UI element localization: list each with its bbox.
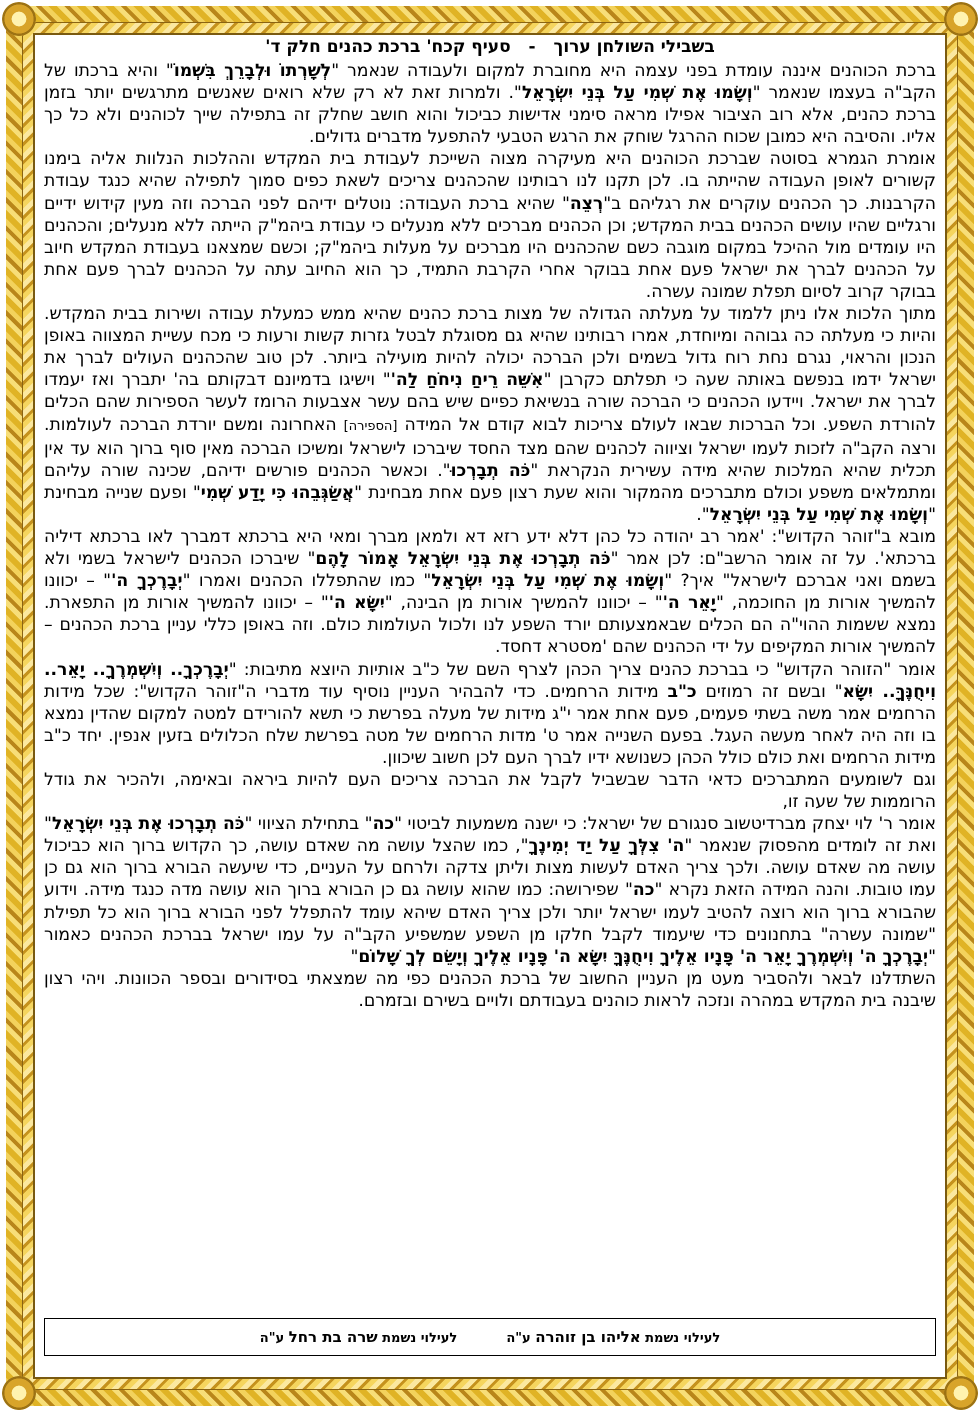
paragraph-text: אומרת הגמרא בסוטה שברכת הכוהנים היא מעיקרה מצוה השייכת לעבודת בית המקדש וההלכות הנלוות אליה בימנו קשורים לאופן העבודה שהייתה בו. לכן תקנו לנו רבותינו שהכהנים צריכים לשאת כפים סמוך לתפילה שהיא כנגד עבודת הקרבנות. כך הכהנים עוקרים את רגליהם ב" [44, 149, 936, 214]
paragraph-text: " שהיא ברכת העבודה: נוטלים ידיהם לפני הברכה וזה מעין קידוש ידיים ורגליים שהיו עושים הכהנים בבית המקדש; וכן הכהנים מברכים ללא מנעלים כי עבודת ביהמ"ק הייתה ללא מנעלים; והכהנים היו עומדים מול ההיכל במקום מוגבה כשם שהכהנים היו מברכים על מעלות ביהמ"ק; וכשם שמצאנו בעבודת המקדש חיוב על הכהנים לברך את ישראל פעם אחת בבוקר אחרי הקרבת התמיד, כך הוא החיוב עתה על הכהנים לברך פעם אחת בבוקר קרוב לסיום תפלת שמונה עשרה. [44, 193, 936, 302]
paragraph-text: " שיברכו הכהנים לישראל בשמי ולא בשמם ואני אברכם לישראל" איך? " [44, 549, 937, 592]
paragraph [44, 813, 936, 968]
dedication-name: שרה בת רחל [288, 1328, 378, 1346]
paragraph-text: השתדלנו לבאר ולהסביר מעט מן העניין החשוב של ברכת הכהנים כפי מה שמצאתי בסידורים ובספר הכוונות. ויהי רצון שיבנה בית המקדש במהרה ונזכה לראות כוהנים בעבודתם ולויים בשירם ובזמרם. [44, 968, 936, 1011]
quote-emphasis: כֹּה תְבָרְכוּ אֶת בְּנֵי יִשְׂרָאֵל אָמוֹר לָהֶם [315, 549, 611, 570]
quote-emphasis: כה [372, 814, 395, 835]
quote-emphasis: לְשָׁרְתוֹ וּלְבָרֵךְ בִּשְׁמוֹ [173, 61, 332, 81]
header-separator: - [528, 37, 536, 57]
paragraph [44, 148, 936, 303]
paragraph-text: " – יכוונו להמשיך אורות מן הבינה, " [384, 593, 663, 614]
corner-ornament-icon [944, 2, 978, 36]
quote-emphasis: וְשָׂמוּ אֶת שְׁמִי עַל בְּנֵי יִשְׂרָאֵל [709, 504, 929, 525]
dedication-right [502, 1328, 721, 1346]
quote-emphasis: אֲשַׂגְּבֵהוּ כִּי יָדַע שְׁמִי [200, 482, 355, 503]
dedication-suffix: ע"ה [259, 1331, 285, 1346]
quote-emphasis: כֹּה תְבָרְכוּ [450, 460, 531, 481]
paragraph-text: וגם לשומעים המתברכים כדאי הדבר שבשביל לקבל את הברכה צריכים העם להיות ביראה ובאימה, ולהכיר את גודל הרוממות של שעה זו, [44, 770, 936, 813]
quote-emphasis: יְבָרֶכְךָ.. וְיִשְׁמְרֶךָ.. יָאֵר.. וִיחֻנֶּךָּ.. יִשָּׂא [44, 659, 936, 702]
paragraph-text: ". וכאשר הכהנים פורשים ידיהם, שכינה שורה עליהם ומתמלאים משפע וכולם מתברכים מהמקור והוא שעת רצון פעם אחת מבחינת " [44, 460, 936, 503]
quote-emphasis: יְבָרֶכְךָ ה' [111, 571, 183, 592]
paragraph-text: " שפירושה: כמו שהוא עושה גם כן הבורא ברוך הוא עושה מדה כנגד מידה. וידוע שהבורא ברוך הוא רוצה להטיב לעמו ישראל יותר ולכן צריך האדם שיהא עומד להתפלל לפני הבורא ברוך הוא כל תפילת "שמונה עשרה" בתחנונים כדי שיעמוד לקבל חלקו מן השפע שמשפיע הקב"ה על עמו ישראל בברכת הכהנים כאמור " [44, 880, 936, 967]
paragraph-text: [הספירה] [343, 418, 398, 434]
quote-emphasis: וְשָׂמוּ אֶת שְׁמִי עַל בְּנֵי יִשְׂרָאֵל [431, 571, 665, 592]
paragraph [44, 303, 936, 526]
dedication-left [259, 1328, 458, 1346]
paragraph [44, 659, 936, 769]
paragraph-text: " – יכוונו להמשיך אורות מן התפארת. נמצא ששמות ההוי"ה הם הכלים שבאמצעותם יורד השפע לנו ולכול העולמות כולם. וזה באופן כללי עניין ברכת הכהנים – להמשיך אורות המקיפים על ידי הכהנים שהם 'מסטרא דחסד. [44, 593, 936, 658]
quote-emphasis: כֹּה תְבָרְכוּ אֶת בְּנֵי יִשְׂרָאֵל [51, 814, 245, 835]
paragraph-text: ". [696, 504, 710, 525]
corner-ornament-icon [2, 2, 36, 36]
paragraph-text: " ופעם שנייה מבחינת " [44, 482, 936, 525]
dedication-prefix: לעילוי נשמת [645, 1331, 721, 1346]
quote-emphasis: יִשָּׂא ה' [328, 593, 385, 614]
quote-emphasis: כ"ב [667, 681, 697, 702]
paragraph-text: " ובשם זה רמוזים [696, 681, 843, 702]
paragraph-text: מובא ב"זוהר הקדוש": 'אמר רב יהודה כל כהן דלא ידע רזא דא ולמאן מברך ומאי היא ברכתא דמברך לאו ברכתא דיליה ברכתא'. על זה אומר הרשב"ם: לכן אמר " [44, 526, 936, 570]
paragraph-text: " כמו שהתפללו הכהנים ואמרו " [182, 571, 432, 592]
paragraph-text: " וישיגו בדמיונם דבקותם בה' יתברך ואז יעמדו לברך את ישראל. ויידעו הכהנים כי הברכה שורה בנשיאת כפיים שיש בהם עשר אצבעות הרומז לעשר הספירות שהם הכלים להורדת השפע. וכל הברכות שבאו לעולם צריכות לבוא קודם אל המידה [44, 370, 936, 435]
dedication-prefix: לעילוי נשמת [382, 1331, 458, 1346]
article-body [44, 36, 936, 1352]
paragraph-text: " ואת זה לומדים מהפסוק שנאמר " [44, 814, 936, 857]
quote-emphasis: כה [632, 880, 655, 901]
quote-emphasis: רְצֵה [569, 193, 604, 214]
paragraph-text: אומר "הזוהר הקדוש" כי בברכת כהנים צריך הכהן לצרף השם של כ"ב אותיות היוצא מתיבות: " [228, 659, 936, 680]
corner-ornament-icon [944, 1376, 978, 1410]
dedication-suffix: ע"ה [506, 1331, 531, 1346]
paragraph-text: אומר ר' לוי יצחק מברדיטשוב סנגורם של ישראל: כי ישנה משמעות לביטוי " [394, 814, 936, 835]
dedication-name: אליהו בן זוהרה [535, 1328, 641, 1346]
paragraph [44, 60, 936, 148]
paragraph [44, 769, 936, 813]
paragraph-text: " והיא ברכתו של הקב"ה בעצמו שנאמר " [44, 61, 936, 104]
paragraph-text: " בתחילת הציווי " [244, 814, 373, 835]
quote-emphasis: ה' צִלְּךָ עַל יַד יְמִינֶךָ [528, 836, 685, 857]
paragraph-text: " [350, 946, 359, 967]
paragraph-text: ", כמו שהצל עושה מה שאדם עושה, כך הקדוש ברוך הוא כביכול עושה מה שאדם עושה. ולכך צריך האדם לעשות מצות וליתן צדקה ולרחם על העניים, כדי שיעשה הבורא ברוך הוא גם כן עמו טובות. והנה המידה הזאת נקרא " [44, 836, 936, 901]
dedication-box [44, 1318, 936, 1356]
paragraph [44, 526, 936, 659]
paragraph-text: מידות הרחמים. כדי להבהיר העניין נוסיף עוד מדברי ה"זוהר הקדוש": שכל מידות הרחמים אמר משה בשתי פעמים, פעם אחת אמר י"ג מידות של מעלה בפרשת כי תשא להורידם למטה למקום שהדין נמצא בו וזה היה לאחר מעשה העגל. בפעם השנייה אמר ט' מדות הרחמים של מטה בפרשת שלח הכלולים בזעין אנפין. יחד כ"ב מידות הרחמים ואת כולם כולל הכהן כשנושא ידיו לברך העם לכן חשוב שיכוון. [44, 681, 936, 768]
quote-emphasis: אִשֵּׁה רֵיחַ נִיחֹחַ לַה' [390, 370, 544, 391]
section-title: סעיף קכח' ברכת כהנים חלק ד' [265, 37, 511, 57]
article-paragraphs [44, 60, 936, 1012]
paragraph [44, 968, 936, 1012]
paragraph-text: מתוך הלכות אלו ניתן ללמוד על מעלתה הגדולה של מצות ברכת כהנים שהיא ממש כמעלת עבודה ושירות בבית המקדש. והיות כי מעלתה כה גבוהה ומיוחדת, אמרו רבותינו שהיא גם מסוגלת לבטל גזרות קשות ורעות כי מכח עשיית המצווה באופן הנכון והראוי, נגרם נחת רוח גדול בשמים ולכן הברכה יכולה להיות מועילה ביותר. לכן טוב שהכהנים העולים לברך את ישראל ידמו בנפשם באותה שעה כי תפלתם כקרבן " [44, 304, 936, 391]
quote-emphasis: יְבָרֶכְךָ ה' וְיִשְׁמְרֶךָ יָאֵר ה' פָּנָיו אֵלֶיךָ וִיחֻנֶּךָּ יִשָּׂא ה' פָּנָיו אֵלֶיךָ וְיָשֵׂם לְךָ שָׁלוֹם [358, 946, 929, 967]
page-header [44, 36, 936, 58]
paragraph-text: ברכת הכוהנים איננה עומדת בפני עצמה היא מחוברת למקום ולעבודה שנאמר " [331, 61, 937, 81]
paragraph-text: האחרונה ומשם יורדת הברכה לעולמות. ורצה הקב"ה לזכות לעמו ישראל וציווה לכהנים שהם מצד החסד שיברכו לישראל ומשיכו הברכה מאין סוף ברוך הוא עד אין תכלית שהיא המלכות שהיא מידה עשירית הנקראת " [44, 414, 936, 481]
paragraph-text: " – יכוונו להמשיך אורות מן החוכמה, " [44, 571, 936, 614]
quote-emphasis: יָאֵר ה' [662, 593, 716, 614]
book-title: בשבילי השולחן ערוך [553, 37, 715, 57]
quote-emphasis: וְשָׂמוּ אֶת שְׁמִי עַל בְּנֵי יִשְׂרָאֵל [521, 83, 753, 104]
corner-ornament-icon [2, 1376, 36, 1410]
paragraph-text: ". ולמרות זאת לא רק שלא רואים שאנשים מתרגשים יותר בזמן ברכת כהנים, אלא רוב הציבור אפילו מראה סימני אדישות כביכול והוא חושב שחלק זה בתפילה שייך לכוהנים ולא כל כך אליו. והסיבה היא כמובן שכוח ההרגל שוחק את הרגש הטבעי להתפעל מדברים גדולים. [44, 83, 936, 148]
